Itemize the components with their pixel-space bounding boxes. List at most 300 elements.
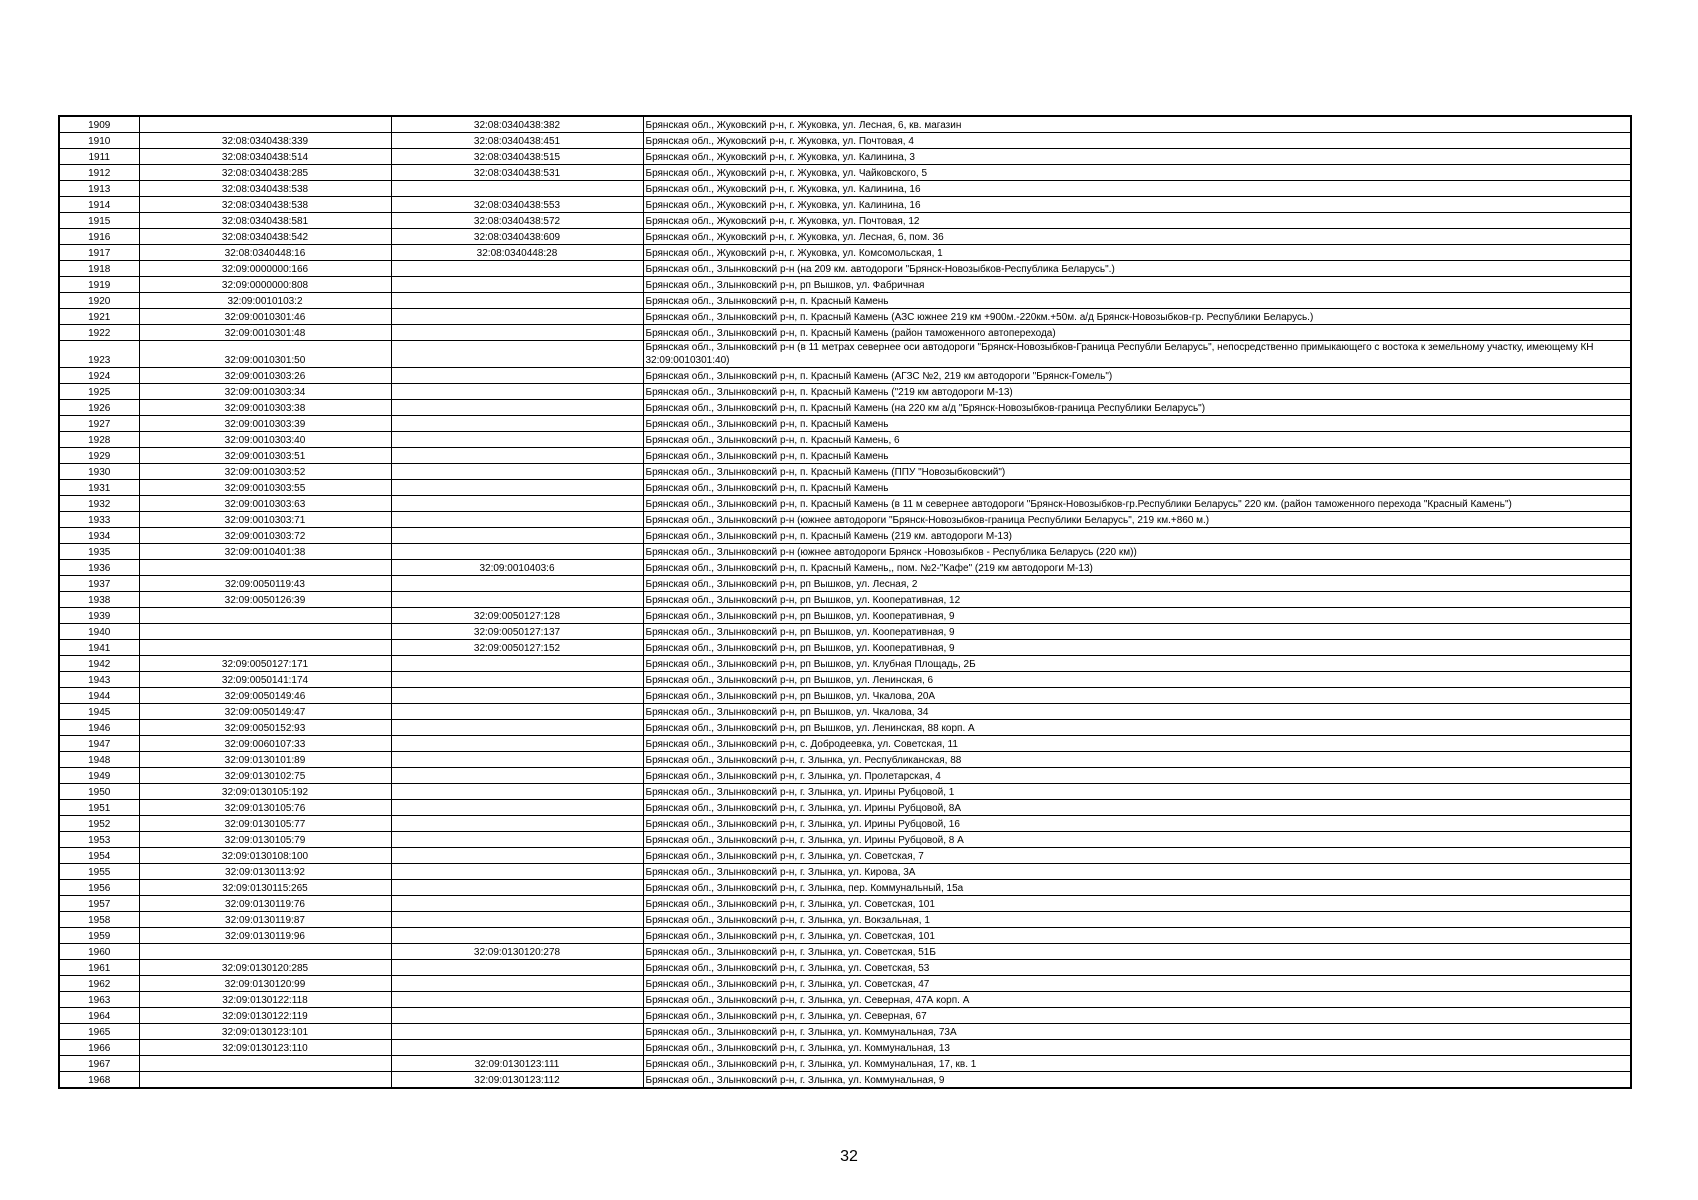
- building-cadastral-number-cell: [391, 416, 643, 432]
- address-cell: Брянская обл., Злынковский р-н, п. Красный Камень (АЗС южнее 219 км +900м.-220км.+50м. а/д Брянск-Новозыбков-гр. Республики Беларусь.): [643, 309, 1631, 325]
- building-cadastral-number-cell: [391, 341, 643, 368]
- row-number-cell: 1930: [59, 464, 139, 480]
- land-cadastral-number-cell: 32:09:0130105:79: [139, 832, 391, 848]
- row-number-cell: 1965: [59, 1024, 139, 1040]
- row-number-cell: 1947: [59, 736, 139, 752]
- land-cadastral-number-cell: 32:08:0340438:339: [139, 133, 391, 149]
- building-cadastral-number-cell: [391, 1008, 643, 1024]
- address-cell: Брянская обл., Жуковский р-н, г. Жуковка, ул. Лесная, 6, пом. 36: [643, 229, 1631, 245]
- building-cadastral-number-cell: [391, 261, 643, 277]
- land-cadastral-number-cell: 32:09:0010103:2: [139, 293, 391, 309]
- table-row: [59, 640, 1631, 656]
- row-number-cell: 1948: [59, 752, 139, 768]
- address-cell: Брянская обл., Жуковский р-н, г. Жуковка, ул. Калинина, 16: [643, 181, 1631, 197]
- land-cadastral-number-cell: 32:09:0130122:119: [139, 1008, 391, 1024]
- address-cell: Брянская обл., Злынковский р-н, г. Злынка, ул. Республиканская, 88: [643, 752, 1631, 768]
- address-cell: Брянская обл., Злынковский р-н, рп Вышков, ул. Чкалова, 34: [643, 704, 1631, 720]
- address-cell: Брянская обл., Злынковский р-н, г. Злынка, ул. Ирины Рубцовой, 1: [643, 784, 1631, 800]
- address-cell: Брянская обл., Злынковский р-н, рп Вышков, ул. Ленинская, 88 корп. А: [643, 720, 1631, 736]
- land-cadastral-number-cell: [139, 944, 391, 960]
- land-cadastral-number-cell: [139, 624, 391, 640]
- building-cadastral-number-cell: [391, 688, 643, 704]
- row-number-cell: 1915: [59, 213, 139, 229]
- land-cadastral-number-cell: [139, 116, 391, 133]
- building-cadastral-number-cell: [391, 816, 643, 832]
- table-row: [59, 400, 1631, 416]
- land-cadastral-number-cell: 32:09:0130105:77: [139, 816, 391, 832]
- building-cadastral-number-cell: [391, 720, 643, 736]
- table-row: [59, 688, 1631, 704]
- row-number-cell: 1910: [59, 133, 139, 149]
- land-cadastral-number-cell: [139, 560, 391, 576]
- land-cadastral-number-cell: 32:09:0010303:55: [139, 480, 391, 496]
- table-row: [59, 960, 1631, 976]
- land-cadastral-number-cell: [139, 608, 391, 624]
- address-cell: Брянская обл., Злынковский р-н, г. Злынка, ул. Советская, 101: [643, 928, 1631, 944]
- table-row: [59, 116, 1631, 133]
- row-number-cell: 1939: [59, 608, 139, 624]
- building-cadastral-number-cell: [391, 672, 643, 688]
- land-cadastral-number-cell: 32:08:0340438:581: [139, 213, 391, 229]
- table-row: [59, 309, 1631, 325]
- row-number-cell: 1966: [59, 1040, 139, 1056]
- table-row: [59, 816, 1631, 832]
- address-cell: Брянская обл., Жуковский р-н, г. Жуковка, ул. Чайковского, 5: [643, 165, 1631, 181]
- building-cadastral-number-cell: 32:09:0130123:111: [391, 1056, 643, 1072]
- building-cadastral-number-cell: [391, 464, 643, 480]
- building-cadastral-number-cell: [391, 928, 643, 944]
- building-cadastral-number-cell: [391, 480, 643, 496]
- address-cell: Брянская обл., Злынковский р-н (южнее автодороги "Брянск-Новозыбков-граница Республики Беларусь", 219 км.+860 м.): [643, 512, 1631, 528]
- land-cadastral-number-cell: 32:09:0050149:46: [139, 688, 391, 704]
- address-cell: Брянская обл., Злынковский р-н, рп Вышков, ул. Кооперативная, 9: [643, 640, 1631, 656]
- address-cell: Брянская обл., Жуковский р-н, г. Жуковка, ул. Калинина, 3: [643, 149, 1631, 165]
- address-cell: Брянская обл., Злынковский р-н (на 209 км. автодороги "Брянск-Новозыбков-Республика Беларусь".): [643, 261, 1631, 277]
- land-cadastral-number-cell: 32:08:0340438:542: [139, 229, 391, 245]
- row-number-cell: 1914: [59, 197, 139, 213]
- building-cadastral-number-cell: [391, 368, 643, 384]
- land-cadastral-number-cell: 32:09:0130105:76: [139, 800, 391, 816]
- row-number-cell: 1926: [59, 400, 139, 416]
- address-cell: Брянская обл., Жуковский р-н, г. Жуковка, ул. Почтовая, 12: [643, 213, 1631, 229]
- address-cell: Брянская обл., Злынковский р-н, г. Злынка, ул. Вокзальная, 1: [643, 912, 1631, 928]
- address-cell: Брянская обл., Злынковский р-н, п. Красный Камень: [643, 448, 1631, 464]
- table-row: [59, 1024, 1631, 1040]
- building-cadastral-number-cell: [391, 512, 643, 528]
- building-cadastral-number-cell: [391, 528, 643, 544]
- address-cell: Брянская обл., Злынковский р-н, п. Красный Камень (АГЗС №2, 219 км автодороги "Брянск-Гомель"): [643, 368, 1631, 384]
- building-cadastral-number-cell: [391, 293, 643, 309]
- building-cadastral-number-cell: 32:09:0130120:278: [391, 944, 643, 960]
- table-row: [59, 672, 1631, 688]
- table-row: [59, 656, 1631, 672]
- land-cadastral-number-cell: 32:09:0060107:33: [139, 736, 391, 752]
- row-number-cell: 1935: [59, 544, 139, 560]
- address-cell: Брянская обл., Злынковский р-н, рп Вышков, ул. Кооперативная, 12: [643, 592, 1631, 608]
- row-number-cell: 1949: [59, 768, 139, 784]
- row-number-cell: 1925: [59, 384, 139, 400]
- row-number-cell: 1921: [59, 309, 139, 325]
- building-cadastral-number-cell: [391, 1024, 643, 1040]
- row-number-cell: 1920: [59, 293, 139, 309]
- land-cadastral-number-cell: 32:08:0340438:514: [139, 149, 391, 165]
- building-cadastral-number-cell: [391, 864, 643, 880]
- table-row: [59, 1008, 1631, 1024]
- land-cadastral-number-cell: 32:09:0010301:48: [139, 325, 391, 341]
- table-row: [59, 197, 1631, 213]
- address-cell: Брянская обл., Злынковский р-н, п. Красный Камень: [643, 480, 1631, 496]
- address-cell: Брянская обл., Злынковский р-н, г. Злынка, ул. Кирова, 3А: [643, 864, 1631, 880]
- building-cadastral-number-cell: [391, 768, 643, 784]
- row-number-cell: 1942: [59, 656, 139, 672]
- land-cadastral-number-cell: [139, 640, 391, 656]
- address-cell: Брянская обл., Злынковский р-н, п. Красный Камень: [643, 416, 1631, 432]
- page-number: 32: [840, 1148, 858, 1165]
- land-cadastral-number-cell: 32:09:0130108:100: [139, 848, 391, 864]
- land-cadastral-number-cell: 32:09:0130101:89: [139, 752, 391, 768]
- land-cadastral-number-cell: 32:09:0050126:39: [139, 592, 391, 608]
- table-row: [59, 976, 1631, 992]
- row-number-cell: 1924: [59, 368, 139, 384]
- address-cell: Брянская обл., Злынковский р-н, г. Злынка, ул. Советская, 53: [643, 960, 1631, 976]
- building-cadastral-number-cell: [391, 784, 643, 800]
- row-number-cell: 1911: [59, 149, 139, 165]
- land-cadastral-number-cell: 32:09:0010303:38: [139, 400, 391, 416]
- row-number-cell: 1909: [59, 116, 139, 133]
- table-row: [59, 464, 1631, 480]
- building-cadastral-number-cell: [391, 384, 643, 400]
- building-cadastral-number-cell: 32:08:0340438:553: [391, 197, 643, 213]
- table-row: [59, 416, 1631, 432]
- land-cadastral-number-cell: [139, 1072, 391, 1089]
- land-cadastral-number-cell: 32:09:0050149:47: [139, 704, 391, 720]
- address-cell: Брянская обл., Злынковский р-н, рп Вышков, ул. Чкалова, 20А: [643, 688, 1631, 704]
- row-number-cell: 1944: [59, 688, 139, 704]
- row-number-cell: 1959: [59, 928, 139, 944]
- building-cadastral-number-cell: 32:08:0340438:609: [391, 229, 643, 245]
- row-number-cell: 1958: [59, 912, 139, 928]
- row-number-cell: 1912: [59, 165, 139, 181]
- row-number-cell: 1962: [59, 976, 139, 992]
- building-cadastral-number-cell: 32:08:0340438:515: [391, 149, 643, 165]
- address-cell: Брянская обл., Злынковский р-н, рп Вышков, ул. Лесная, 2: [643, 576, 1631, 592]
- building-cadastral-number-cell: [391, 848, 643, 864]
- land-cadastral-number-cell: 32:09:0010303:40: [139, 432, 391, 448]
- building-cadastral-number-cell: [391, 309, 643, 325]
- address-cell: Брянская обл., Злынковский р-н, г. Злынка, ул. Коммунальная, 9: [643, 1072, 1631, 1089]
- row-number-cell: 1916: [59, 229, 139, 245]
- land-cadastral-number-cell: 32:09:0130122:118: [139, 992, 391, 1008]
- land-cadastral-number-cell: 32:09:0050152:93: [139, 720, 391, 736]
- row-number-cell: 1913: [59, 181, 139, 197]
- building-cadastral-number-cell: [391, 704, 643, 720]
- row-number-cell: 1952: [59, 816, 139, 832]
- row-number-cell: 1919: [59, 277, 139, 293]
- table-row: [59, 848, 1631, 864]
- table-row: [59, 512, 1631, 528]
- land-cadastral-number-cell: 32:09:0010303:63: [139, 496, 391, 512]
- row-number-cell: 1934: [59, 528, 139, 544]
- building-cadastral-number-cell: [391, 400, 643, 416]
- land-cadastral-number-cell: 32:09:0000000:808: [139, 277, 391, 293]
- row-number-cell: 1968: [59, 1072, 139, 1089]
- address-cell: Брянская обл., Злынковский р-н, п. Красный Камень (219 км. автодороги М-13): [643, 528, 1631, 544]
- table-row: [59, 149, 1631, 165]
- land-cadastral-number-cell: 32:09:0130120:99: [139, 976, 391, 992]
- address-cell: Брянская обл., Злынковский р-н, п. Красный Камень ("219 км автодороги М-13): [643, 384, 1631, 400]
- address-cell: Брянская обл., Злынковский р-н, рп Вышков, ул. Фабричная: [643, 277, 1631, 293]
- land-cadastral-number-cell: 32:08:0340438:538: [139, 181, 391, 197]
- row-number-cell: 1941: [59, 640, 139, 656]
- table-row: [59, 213, 1631, 229]
- building-cadastral-number-cell: [391, 832, 643, 848]
- building-cadastral-number-cell: [391, 960, 643, 976]
- building-cadastral-number-cell: [391, 880, 643, 896]
- building-cadastral-number-cell: 32:08:0340438:382: [391, 116, 643, 133]
- table-row: [59, 277, 1631, 293]
- land-cadastral-number-cell: 32:09:0130102:75: [139, 768, 391, 784]
- row-number-cell: 1953: [59, 832, 139, 848]
- building-cadastral-number-cell: [391, 656, 643, 672]
- address-cell: Брянская обл., Злынковский р-н, п. Красный Камень, 6: [643, 432, 1631, 448]
- table-row: [59, 133, 1631, 149]
- registry-table: [58, 115, 1632, 1089]
- land-cadastral-number-cell: 32:09:0130120:285: [139, 960, 391, 976]
- address-cell: Брянская обл., Злынковский р-н, рп Вышков, ул. Ленинская, 6: [643, 672, 1631, 688]
- row-number-cell: 1931: [59, 480, 139, 496]
- address-cell: Брянская обл., Злынковский р-н, г. Злынка, ул. Советская, 51Б: [643, 944, 1631, 960]
- table-row: [59, 325, 1631, 341]
- building-cadastral-number-cell: 32:09:0050127:152: [391, 640, 643, 656]
- building-cadastral-number-cell: [391, 800, 643, 816]
- table-row: [59, 341, 1631, 368]
- table-row: [59, 432, 1631, 448]
- table-row: [59, 560, 1631, 576]
- building-cadastral-number-cell: [391, 896, 643, 912]
- table-row: [59, 608, 1631, 624]
- table-row: [59, 448, 1631, 464]
- table-row: [59, 165, 1631, 181]
- table-row: [59, 624, 1631, 640]
- row-number-cell: 1917: [59, 245, 139, 261]
- table-row: [59, 784, 1631, 800]
- row-number-cell: 1967: [59, 1056, 139, 1072]
- building-cadastral-number-cell: 32:09:0130123:112: [391, 1072, 643, 1089]
- table-row: [59, 800, 1631, 816]
- table-row: [59, 864, 1631, 880]
- table-row: [59, 1040, 1631, 1056]
- address-cell: Брянская обл., Злынковский р-н, г. Злынка, ул. Ирины Рубцовой, 16: [643, 816, 1631, 832]
- building-cadastral-number-cell: [391, 544, 643, 560]
- building-cadastral-number-cell: 32:09:0010403:6: [391, 560, 643, 576]
- table-row: [59, 592, 1631, 608]
- address-cell: Брянская обл., Злынковский р-н, г. Злынка, ул. Коммунальная, 73А: [643, 1024, 1631, 1040]
- land-cadastral-number-cell: 32:09:0130115:265: [139, 880, 391, 896]
- address-cell: Брянская обл., Злынковский р-н, г. Злынка, ул. Коммунальная, 17, кв. 1: [643, 1056, 1631, 1072]
- building-cadastral-number-cell: [391, 992, 643, 1008]
- building-cadastral-number-cell: [391, 325, 643, 341]
- building-cadastral-number-cell: 32:08:0340438:531: [391, 165, 643, 181]
- building-cadastral-number-cell: [391, 592, 643, 608]
- land-cadastral-number-cell: 32:09:0130105:192: [139, 784, 391, 800]
- land-cadastral-number-cell: 32:09:0130113:92: [139, 864, 391, 880]
- address-cell: Брянская обл., Злынковский р-н, п. Красный Камень (на 220 км а/д "Брянск-Новозыбков-граница Республики Беларусь"): [643, 400, 1631, 416]
- table-row: [59, 720, 1631, 736]
- address-cell: Брянская обл., Злынковский р-н, с. Добродеевка, ул. Советская, 11: [643, 736, 1631, 752]
- building-cadastral-number-cell: [391, 752, 643, 768]
- building-cadastral-number-cell: [391, 448, 643, 464]
- table-row: [59, 944, 1631, 960]
- building-cadastral-number-cell: [391, 432, 643, 448]
- address-cell: Брянская обл., Злынковский р-н, п. Красный Камень (ППУ "Новозыбковский"): [643, 464, 1631, 480]
- address-cell: Брянская обл., Злынковский р-н, г. Злынка, ул. Ирины Рубцовой, 8А: [643, 800, 1631, 816]
- address-cell: Брянская обл., Злынковский р-н, п. Красный Камень: [643, 293, 1631, 309]
- address-cell: Брянская обл., Злынковский р-н, п. Красный Камень (район таможенного автоперехода): [643, 325, 1631, 341]
- building-cadastral-number-cell: 32:08:0340448:28: [391, 245, 643, 261]
- row-number-cell: 1932: [59, 496, 139, 512]
- table-row: [59, 368, 1631, 384]
- land-cadastral-number-cell: 32:09:0050119:43: [139, 576, 391, 592]
- table-row: [59, 384, 1631, 400]
- building-cadastral-number-cell: 32:09:0050127:137: [391, 624, 643, 640]
- address-cell: Брянская обл., Злынковский р-н, г. Злынка, ул. Северная, 67: [643, 1008, 1631, 1024]
- land-cadastral-number-cell: 32:09:0050141:174: [139, 672, 391, 688]
- row-number-cell: 1938: [59, 592, 139, 608]
- building-cadastral-number-cell: [391, 576, 643, 592]
- land-cadastral-number-cell: 32:09:0130119:87: [139, 912, 391, 928]
- table-row: [59, 704, 1631, 720]
- address-cell: Брянская обл., Жуковский р-н, г. Жуковка, ул. Лесная, 6, кв. магазин: [643, 116, 1631, 133]
- building-cadastral-number-cell: 32:08:0340438:572: [391, 213, 643, 229]
- table-row: [59, 576, 1631, 592]
- registry-table-body: [59, 116, 1631, 1088]
- address-cell: Брянская обл., Злынковский р-н, г. Злынка, ул. Советская, 7: [643, 848, 1631, 864]
- table-row: [59, 992, 1631, 1008]
- building-cadastral-number-cell: [391, 181, 643, 197]
- table-row: [59, 245, 1631, 261]
- address-cell: Брянская обл., Злынковский р-н, г. Злынка, ул. Советская, 101: [643, 896, 1631, 912]
- land-cadastral-number-cell: 32:08:0340438:538: [139, 197, 391, 213]
- table-row: [59, 768, 1631, 784]
- address-cell: Брянская обл., Злынковский р-н, г. Злынка, пер. Коммунальный, 15а: [643, 880, 1631, 896]
- address-cell: Брянская обл., Жуковский р-н, г. Жуковка, ул. Почтовая, 4: [643, 133, 1631, 149]
- building-cadastral-number-cell: [391, 976, 643, 992]
- building-cadastral-number-cell: [391, 277, 643, 293]
- land-cadastral-number-cell: 32:09:0130123:101: [139, 1024, 391, 1040]
- table-row: [59, 1072, 1631, 1089]
- building-cadastral-number-cell: [391, 1040, 643, 1056]
- row-number-cell: 1945: [59, 704, 139, 720]
- table-row: [59, 293, 1631, 309]
- address-cell: Брянская обл., Злынковский р-н, г. Злынка, ул. Северная, 47А корп. А: [643, 992, 1631, 1008]
- address-cell: Брянская обл., Злынковский р-н, п. Красный Камень (в 11 м севернее автодороги "Брянск-Новозыбков-гр.Республики Беларусь" 220 км. (район таможенного перехода "Красный Камень"): [643, 496, 1631, 512]
- table-row: [59, 752, 1631, 768]
- table-row: [59, 1056, 1631, 1072]
- table-row: [59, 736, 1631, 752]
- address-cell: Брянская обл., Злынковский р-н, г. Злынка, ул. Пролетарская, 4: [643, 768, 1631, 784]
- address-cell: Брянская обл., Злынковский р-н (в 11 метрах севернее оси автодороги "Брянск-Новозыбков-Граница Республи Беларусь", непосредственно примыкающего с востока к земельному участку, имеющему КН 32:09:0010301:40): [643, 341, 1631, 368]
- table-row: [59, 832, 1631, 848]
- row-number-cell: 1946: [59, 720, 139, 736]
- land-cadastral-number-cell: 32:09:0010301:50: [139, 341, 391, 368]
- address-cell: Брянская обл., Жуковский р-н, г. Жуковка, ул. Калинина, 16: [643, 197, 1631, 213]
- row-number-cell: 1922: [59, 325, 139, 341]
- row-number-cell: 1960: [59, 944, 139, 960]
- row-number-cell: 1955: [59, 864, 139, 880]
- land-cadastral-number-cell: 32:09:0010303:51: [139, 448, 391, 464]
- land-cadastral-number-cell: 32:08:0340438:285: [139, 165, 391, 181]
- address-cell: Брянская обл., Злынковский р-н, рп Вышков, ул. Кооперативная, 9: [643, 608, 1631, 624]
- table-row: [59, 261, 1631, 277]
- land-cadastral-number-cell: 32:09:0010303:71: [139, 512, 391, 528]
- land-cadastral-number-cell: 32:09:0050127:171: [139, 656, 391, 672]
- table-row: [59, 496, 1631, 512]
- row-number-cell: 1951: [59, 800, 139, 816]
- row-number-cell: 1940: [59, 624, 139, 640]
- land-cadastral-number-cell: 32:09:0010303:72: [139, 528, 391, 544]
- land-cadastral-number-cell: 32:08:0340448:16: [139, 245, 391, 261]
- address-cell: Брянская обл., Злынковский р-н, п. Красный Камень,, пом. №2-"Кафе" (219 км автодороги М-13): [643, 560, 1631, 576]
- table-row: [59, 880, 1631, 896]
- land-cadastral-number-cell: 32:09:0000000:166: [139, 261, 391, 277]
- table-row: [59, 912, 1631, 928]
- row-number-cell: 1943: [59, 672, 139, 688]
- table-row: [59, 928, 1631, 944]
- building-cadastral-number-cell: 32:08:0340438:451: [391, 133, 643, 149]
- land-cadastral-number-cell: 32:09:0130119:96: [139, 928, 391, 944]
- row-number-cell: 1961: [59, 960, 139, 976]
- land-cadastral-number-cell: 32:09:0130123:110: [139, 1040, 391, 1056]
- land-cadastral-number-cell: [139, 1056, 391, 1072]
- table-row: [59, 528, 1631, 544]
- address-cell: Брянская обл., Злынковский р-н (южнее автодороги Брянск -Новозыбков - Республика Беларусь (220 км)): [643, 544, 1631, 560]
- row-number-cell: 1918: [59, 261, 139, 277]
- land-cadastral-number-cell: 32:09:0130119:76: [139, 896, 391, 912]
- row-number-cell: 1928: [59, 432, 139, 448]
- land-cadastral-number-cell: 32:09:0010401:38: [139, 544, 391, 560]
- building-cadastral-number-cell: [391, 912, 643, 928]
- building-cadastral-number-cell: 32:09:0050127:128: [391, 608, 643, 624]
- address-cell: Брянская обл., Злынковский р-н, рп Вышков, ул. Кооперативная, 9: [643, 624, 1631, 640]
- row-number-cell: 1936: [59, 560, 139, 576]
- row-number-cell: 1929: [59, 448, 139, 464]
- address-cell: Брянская обл., Злынковский р-н, г. Злынка, ул. Советская, 47: [643, 976, 1631, 992]
- row-number-cell: 1964: [59, 1008, 139, 1024]
- row-number-cell: 1937: [59, 576, 139, 592]
- building-cadastral-number-cell: [391, 736, 643, 752]
- land-cadastral-number-cell: 32:09:0010303:52: [139, 464, 391, 480]
- address-cell: Брянская обл., Жуковский р-н, г. Жуковка, ул. Комсомольская, 1: [643, 245, 1631, 261]
- table-row: [59, 480, 1631, 496]
- table-row: [59, 896, 1631, 912]
- table-row: [59, 181, 1631, 197]
- row-number-cell: 1950: [59, 784, 139, 800]
- row-number-cell: 1954: [59, 848, 139, 864]
- table-row: [59, 544, 1631, 560]
- row-number-cell: 1957: [59, 896, 139, 912]
- land-cadastral-number-cell: 32:09:0010301:46: [139, 309, 391, 325]
- land-cadastral-number-cell: 32:09:0010303:34: [139, 384, 391, 400]
- row-number-cell: 1923: [59, 341, 139, 368]
- building-cadastral-number-cell: [391, 496, 643, 512]
- land-cadastral-number-cell: 32:09:0010303:39: [139, 416, 391, 432]
- row-number-cell: 1956: [59, 880, 139, 896]
- row-number-cell: 1927: [59, 416, 139, 432]
- row-number-cell: 1933: [59, 512, 139, 528]
- table-row: [59, 229, 1631, 245]
- land-cadastral-number-cell: 32:09:0010303:26: [139, 368, 391, 384]
- address-cell: Брянская обл., Злынковский р-н, г. Злынка, ул. Ирины Рубцовой, 8 А: [643, 832, 1631, 848]
